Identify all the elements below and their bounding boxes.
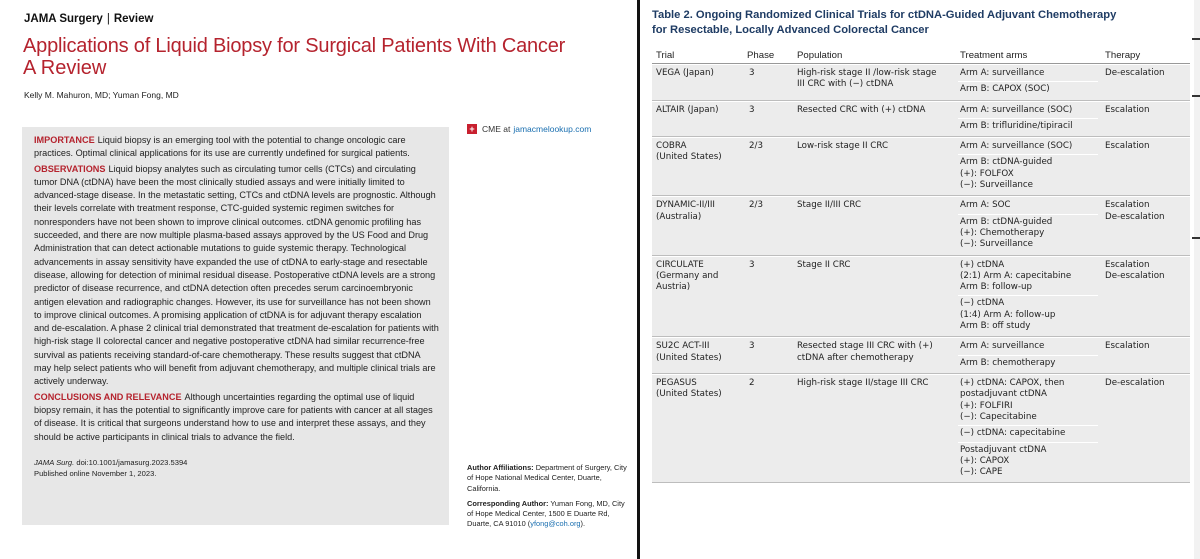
header-treatment-arms: Treatment arms — [960, 50, 1028, 61]
phase-cell: 3 — [749, 259, 755, 270]
population-cell: High-risk stage II /low-risk stage III CRC with (−) ctDNA — [797, 68, 937, 90]
population-cell: Resected stage III CRC with (+) ctDNA after chemotherapy — [797, 341, 933, 363]
scroll-mark — [1192, 95, 1200, 97]
importance-paragraph — [34, 134, 439, 161]
observations-text: Liquid biopsy analytes such as circulating tumor cells (CTCs) and circulating tumor DNA (ctDNA) have been the most clinically studied assays and were initially limited to advanced-stage disease. In the metastatic setting, CTCs and ctDNA levels are prognostic. Although their levels correlate with treatment response, CTC-guided systemic regimen switches for nonresponders have not been shown to improve clinical outcomes. ctDNA genomic profiling has succeeded, and there are now multiple plasma-based assays approved by the US Food and Drug Administration that can detect actionable mutations to guide systemic therapy. Technological advancements in assay sensitivity have expanded the use of ctDNA to early-stage and resectable disease, allowing for detection of minimal residual disease. Postoperative ctDNA levels are a strong predictor of disease recurrence, and ctDNA detection often precedes serum carcinoembryonic antigen elevation and radiographic changes. However, its use for surveillance has not been shown to improve clinical outcomes. A promising application of ctDNA is for adjuvant therapy escalation and de-escalation. A phase 2 clinical trial demonstrated that treatment de-escalation for patients with high-risk stage II colorectal cancer and negative postoperative ctDNA had similar recurrence-free survival as patients receiving standard-of-care chemotherapy. These results suggest that ctDNA may help select patients who will benefit from adjuvant chemotherapy, and multiple clinical trials are actively underway. — [34, 163, 439, 387]
scrollbar[interactable] — [1194, 0, 1200, 559]
arm-divider — [958, 442, 1098, 443]
therapy-cell: Escalation De-escalation — [1105, 259, 1165, 281]
observations-paragraph — [34, 163, 439, 389]
table-header-row — [652, 48, 1190, 64]
cme-link-block[interactable] — [467, 124, 591, 134]
doi-link[interactable]: doi:10.1001/jamasurg.2023.5394 — [76, 457, 188, 467]
article-authors: Kelly M. Mahuron, MD; Yuman Fong, MD — [24, 90, 179, 100]
table-row — [652, 102, 1190, 137]
header-therapy: Therapy — [1105, 50, 1141, 61]
phase-cell: 2/3 — [749, 141, 763, 152]
journal-abbrev: JAMA Surg. — [34, 457, 75, 467]
therapy-cell: De-escalation — [1105, 68, 1165, 78]
treatment-arm-cell: (−) ctDNA: capecitabine — [960, 428, 1066, 439]
arm-divider — [958, 118, 1098, 119]
scroll-mark — [1192, 237, 1200, 239]
corresponding-block — [467, 499, 627, 530]
affiliations-text: Department of Surgery, City of Hope National Medical Center, Duarte, California. — [467, 463, 627, 493]
doi-line — [34, 457, 439, 468]
arm-divider — [958, 81, 1098, 82]
table-title-line1: Table 2. Ongoing Randomized Clinical Trials for ctDNA-Guided Adjuvant Chemotherapy — [652, 9, 1117, 21]
trial-cell: CIRCULATE (Germany and Austria) — [656, 259, 719, 293]
corresponding-heading: Corresponding Author: — [467, 498, 549, 508]
row-divider — [652, 373, 1190, 374]
scroll-mark — [1192, 38, 1200, 40]
article-title: Applications of Liquid Biopsy for Surgical Patients With Cancer — [23, 35, 566, 57]
treatment-arm-cell: Arm B: trifluridine/tipiracil — [960, 120, 1073, 131]
table-page — [645, 0, 1200, 559]
treatment-arm-cell: (+) ctDNA: CAPOX, then postadjuvant ctDNA (+): FOLFIRI (−): Capecitabine — [960, 378, 1065, 422]
cme-label: CME at — [482, 124, 511, 134]
treatment-arm-cell: Arm B: chemotherapy — [960, 357, 1056, 368]
journal-name: JAMA Surgery — [24, 13, 103, 25]
trial-cell: PEGASUS (United States) — [656, 378, 722, 400]
affiliations-heading: Author Affiliations: — [467, 463, 534, 472]
arm-divider — [958, 425, 1098, 426]
population-cell: Stage II/III CRC — [797, 200, 862, 211]
population-cell: High-risk stage II/stage III CRC — [797, 378, 929, 388]
treatment-arm-cell: (+) ctDNA (2:1) Arm A: capecitabine Arm B: follow-up — [960, 259, 1072, 293]
phase-cell: 3 — [749, 68, 755, 78]
population-cell: Resected CRC with (+) ctDNA — [797, 104, 926, 115]
author-affiliations — [467, 463, 627, 530]
therapy-cell: De-escalation — [1105, 378, 1165, 388]
trial-cell: VEGA (Japan) — [656, 68, 714, 78]
table-row — [652, 257, 1190, 337]
corresponding-end: ). — [580, 519, 586, 529]
phase-cell: 3 — [749, 104, 755, 115]
header-phase: Phase — [747, 50, 775, 61]
table-row — [652, 338, 1190, 373]
therapy-cell: Escalation — [1105, 341, 1150, 352]
arm-divider — [958, 355, 1098, 356]
treatment-arm-cell: Arm B: ctDNA-guided (+): FOLFOX (−): Surveillance — [960, 157, 1053, 191]
treatment-arm-cell: (−) ctDNA (1:4) Arm A: follow-up Arm B: off study — [960, 298, 1056, 332]
row-divider — [652, 100, 1190, 101]
article-subtitle: A Review — [23, 57, 107, 79]
importance-text: Liquid biopsy is an emerging tool with the potential to change oncologic care practices. Optimal clinical applications for its use are currently undefined for surgical patients. — [34, 135, 410, 159]
header-population: Population — [797, 50, 843, 61]
table-title — [652, 8, 1172, 38]
table-row — [652, 197, 1190, 254]
importance-heading: IMPORTANCE — [34, 135, 95, 145]
corresponding-email-link[interactable]: yfong@coh.org — [530, 519, 581, 529]
row-divider — [652, 136, 1190, 137]
plus-icon: + — [467, 124, 477, 134]
row-divider — [652, 336, 1190, 337]
published-date: Published online November 1, 2023. — [34, 468, 157, 478]
treatment-arm-cell: Arm A: surveillance — [960, 341, 1045, 352]
header-trial: Trial — [656, 50, 675, 61]
therapy-cell: Escalation De-escalation — [1105, 200, 1165, 222]
treatment-arm-cell: Arm A: surveillance (SOC) — [960, 141, 1073, 152]
treatment-arm-cell: Arm A: SOC — [960, 200, 1011, 211]
population-cell: Stage II CRC — [797, 259, 851, 270]
article-section: Review — [113, 13, 154, 25]
treatment-arm-cell: Arm B: ctDNA-guided (+): Chemotherapy (−): Surveillance — [960, 216, 1053, 250]
arm-divider — [958, 214, 1098, 215]
table-row — [652, 65, 1190, 100]
table-row — [652, 375, 1190, 482]
conclusions-paragraph — [34, 391, 439, 444]
therapy-cell: Escalation — [1105, 141, 1150, 152]
phase-cell: 2 — [749, 378, 755, 388]
page-divider — [637, 0, 640, 559]
observations-heading: OBSERVATIONS — [34, 163, 106, 174]
treatment-arm-cell: Arm A: surveillance (SOC) — [960, 104, 1073, 115]
conclusions-heading: CONCLUSIONS AND RELEVANCE — [34, 391, 182, 402]
treatment-arm-cell: Arm B: CAPOX (SOC) — [960, 84, 1050, 95]
therapy-cell: Escalation — [1105, 104, 1150, 115]
treatment-arm-cell: Postadjuvant ctDNA (+): CAPOX (−): CAPE — [960, 444, 1047, 478]
trial-cell: DYNAMIC-II/III (Australia) — [656, 200, 715, 222]
table-row — [652, 138, 1190, 195]
corresponding-text: Yuman Fong, MD, City of Hope Medical Center, 1500 E Duarte Rd, Duarte, CA 91010 ( — [467, 498, 625, 529]
trial-cell: COBRA (United States) — [656, 141, 722, 163]
row-divider — [652, 195, 1190, 196]
table-title-line2: for Resectable, Locally Advanced Colorectal Cancer — [652, 24, 929, 36]
abstract-box — [22, 127, 449, 525]
population-cell: Low-risk stage II CRC — [797, 141, 889, 152]
journal-header: JAMA Surgery | Review — [24, 13, 154, 25]
conclusions-text: Although uncertainties regarding the optimal use of liquid biopsy remain, it has the potential to significantly improve care for patients with cancer at all stages of disease. It is critical that surgeons understand how to use and interpret these assays, and they should be active participants in clinical trials to advance the field. — [34, 391, 433, 442]
trial-cell: ALTAIR (Japan) — [656, 104, 719, 115]
cme-link[interactable]: jamacmelookup.com — [513, 124, 592, 134]
arm-divider — [958, 154, 1098, 155]
phase-cell: 2/3 — [749, 200, 763, 211]
row-divider — [652, 482, 1190, 483]
trial-cell: SU2C ACT-III (United States) — [656, 341, 722, 363]
affiliations-block — [467, 463, 627, 494]
phase-cell: 3 — [749, 341, 755, 352]
arm-divider — [958, 295, 1098, 296]
treatment-arm-cell: Arm A: surveillance — [960, 68, 1045, 78]
row-divider — [652, 255, 1190, 256]
